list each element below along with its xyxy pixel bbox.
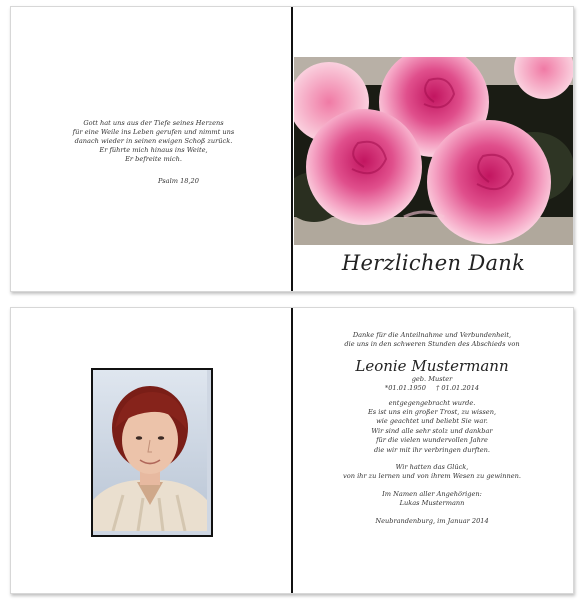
body-line: entgegengebracht wurde. xyxy=(388,398,476,407)
intro-line: Danke für die Anteilnahme und Verbundenheit, xyxy=(352,331,512,339)
roses-photo xyxy=(294,57,573,245)
psalm-line: für eine Weile ins Leben gerufen und nimmt uns xyxy=(72,128,235,136)
card-title: Herzlichen Dank xyxy=(341,251,526,275)
signature-line: Im Namen aller Angehörigen: xyxy=(382,489,482,498)
place-date: Neubrandenburg, im Januar 2014 xyxy=(375,516,489,525)
signature-line: Lukas Mustermann xyxy=(399,499,465,508)
psalm-line: Er führte mich hinaus ins Weite, xyxy=(99,146,208,154)
life-dates xyxy=(301,384,563,393)
fold-line xyxy=(291,308,293,593)
psalm-line: danach wieder in seinen ewigen Schoß zurück. xyxy=(74,137,233,145)
psalm-line: Er befreite mich. xyxy=(125,155,182,163)
psalm-reference: Psalm 18,20 xyxy=(158,177,199,185)
intro-line: die uns in den schweren Stunden des Abschieds von xyxy=(344,340,520,349)
body-line: wie geachtet und beliebt Sie war. xyxy=(376,417,488,426)
birth-date: *01.01.1950 xyxy=(384,384,426,393)
roses-image xyxy=(294,57,573,245)
body-line: Wir sind alle sehr stolz und dankbar xyxy=(371,426,493,435)
closing-line: Wir hatten das Glück, xyxy=(395,463,469,472)
body-line: für die vielen wundervollen Jahre xyxy=(376,436,488,445)
closing-line: von ihr zu lernen und von ihrem Wesen zu gewinnen. xyxy=(343,472,521,481)
birth-name: geb. Muster xyxy=(411,374,453,383)
fold-line xyxy=(291,7,293,291)
psalm-quote xyxy=(36,119,271,186)
death-date: † 01.01.2014 xyxy=(435,384,480,393)
thank-you-text xyxy=(301,331,563,526)
card-front xyxy=(10,6,574,292)
portrait-image xyxy=(93,370,207,531)
card-inside xyxy=(10,307,574,594)
body-line: die wir mit ihr verbringen durften. xyxy=(374,445,490,454)
portrait-photo xyxy=(91,368,213,537)
deceased-name: Leonie Mustermann xyxy=(355,356,509,375)
body-line: Es ist uns ein großer Trost, zu wissen, xyxy=(367,408,497,417)
psalm-line: Gott hat uns aus der Tiefe seines Herzens xyxy=(83,119,224,127)
